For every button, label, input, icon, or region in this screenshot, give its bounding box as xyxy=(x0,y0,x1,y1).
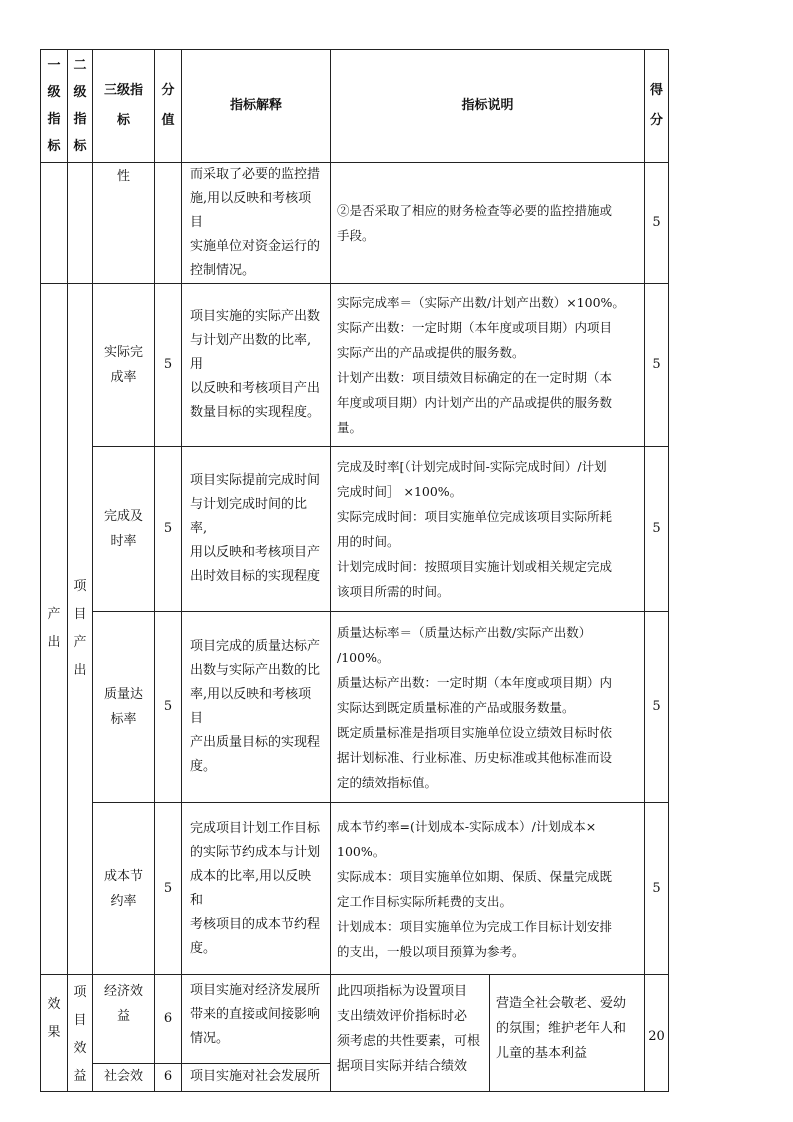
header-description: 指标说明 xyxy=(331,50,645,163)
value-cell: 5 xyxy=(155,803,182,975)
header-level1: 一 级 指 标 xyxy=(41,50,68,163)
description-cell: 质量达标率＝（质量达标产出数/实际产出数） /100%。 质量达标产出数：一定时期（本年度或项目期）内 实际达到既定质量标准的产品或服务数量。 既定质量标准是指项目实施单位设立绩效目标时依 据计划标准、行业标准、历史标准或其他标准而设 定的绩效指标值。 xyxy=(331,612,645,803)
explanation-cell: 项目实施对社会发展所 xyxy=(182,1063,331,1091)
explanation-cell: 项目实施对经济发展所 带来的直接或间接影响 情况。 xyxy=(182,975,331,1064)
value-cell xyxy=(155,163,182,284)
level3-cell: 质量达 标率 xyxy=(93,612,155,803)
description-cell: 完成及时率[（计划完成时间-实际完成时间）/计划 完成时间］ ×100%。 实际完成时间：项目实施单位完成该项目实际所耗 用的时间。 计划完成时间：按照项目实施计划或相关规定完成 该项目所需的时间。 xyxy=(331,447,645,612)
description-cell: ②是否采取了相应的财务检查等必要的监控措施或 手段。 xyxy=(331,163,645,284)
level3-cell: 社会效 xyxy=(93,1063,155,1091)
value-cell: 5 xyxy=(155,284,182,447)
level3-cell: 经济效 益 xyxy=(93,975,155,1064)
description-cell: 实际完成率＝（实际产出数/计划产出数）×100%。 实际产出数：一定时期（本年度或项目期）内项目 实际产出的产品或提供的服务数。 计划产出数：项目绩效目标确定的在一定时期（本 年度或项目期）内计划产出的产品或提供的服务数 量。 xyxy=(331,284,645,447)
level2-project-benefit: 项 目 效 益 xyxy=(68,975,93,1092)
table-row xyxy=(41,163,669,284)
goal-description-cell: 营造全社会敬老、爱幼 的氛围；维护老年人和 儿童的基本利益 xyxy=(490,975,645,1092)
header-level3: 三级指 标 xyxy=(93,50,155,163)
indicator-table xyxy=(40,49,669,1092)
description-cell: 此四项指标为设置项目 支出绩效评价指标时必 须考虑的共性要素，可根 据项目实际并结合绩效 xyxy=(331,975,490,1092)
empty-cell xyxy=(68,163,93,284)
empty-cell xyxy=(41,163,68,284)
explanation-cell: 而采取了必要的监控措 施,用以反映和考核项目 实施单位对资金运行的 控制情况。 xyxy=(182,163,331,284)
value-cell: 6 xyxy=(155,975,182,1064)
score-cell: 5 xyxy=(645,612,669,803)
score-cell: 5 xyxy=(645,284,669,447)
level3-cell: 成本节 约率 xyxy=(93,803,155,975)
table-row xyxy=(41,612,669,803)
level3-cell: 性 xyxy=(93,163,155,284)
value-cell: 5 xyxy=(155,612,182,803)
value-cell: 5 xyxy=(155,447,182,612)
table-row xyxy=(41,284,669,447)
explanation-cell: 完成项目计划工作目标 的实际节约成本与计划 成本的比率,用以反映和 考核项目的成本节约程 度。 xyxy=(182,803,331,975)
header-explanation: 指标解释 xyxy=(182,50,331,163)
level2-project-output: 项 目 产 出 xyxy=(68,284,93,975)
level3-cell: 完成及 时率 xyxy=(93,447,155,612)
description-cell: 成本节约率=(计划成本-实际成本）/计划成本× 100%。 实际成本：项目实施单位如期、保质、保量完成既 定工作目标实际所耗费的支出。 计划成本：项目实施单位为完成工作目标计划安排 的支出，一般以项目预算为参考。 xyxy=(331,803,645,975)
explanation-cell: 项目实际提前完成时间 与计划完成时间的比率, 用以反映和考核项目产 出时效目标的实现程度 xyxy=(182,447,331,612)
table-row xyxy=(41,447,669,612)
header-value: 分 值 xyxy=(155,50,182,163)
level1-effect: 效 果 xyxy=(41,975,68,1092)
score-cell: 5 xyxy=(645,447,669,612)
table-row xyxy=(41,803,669,975)
explanation-cell: 项目实施的实际产出数 与计划产出数的比率,用 以反映和考核项目产出 数量目标的实现程度。 xyxy=(182,284,331,447)
score-cell: 5 xyxy=(645,803,669,975)
header-row xyxy=(41,50,669,163)
header-level2: 二 级 指 标 xyxy=(68,50,93,163)
level1-output: 产 出 xyxy=(41,284,68,975)
level3-cell: 实际完 成率 xyxy=(93,284,155,447)
header-score: 得 分 xyxy=(645,50,669,163)
value-cell: 6 xyxy=(155,1063,182,1091)
explanation-cell: 项目完成的质量达标产 出数与实际产出数的比 率,用以反映和考核项目 产出质量目标的实现程 度。 xyxy=(182,612,331,803)
table-row xyxy=(41,975,669,1064)
score-cell: 20 xyxy=(645,975,669,1092)
score-cell: 5 xyxy=(645,163,669,284)
